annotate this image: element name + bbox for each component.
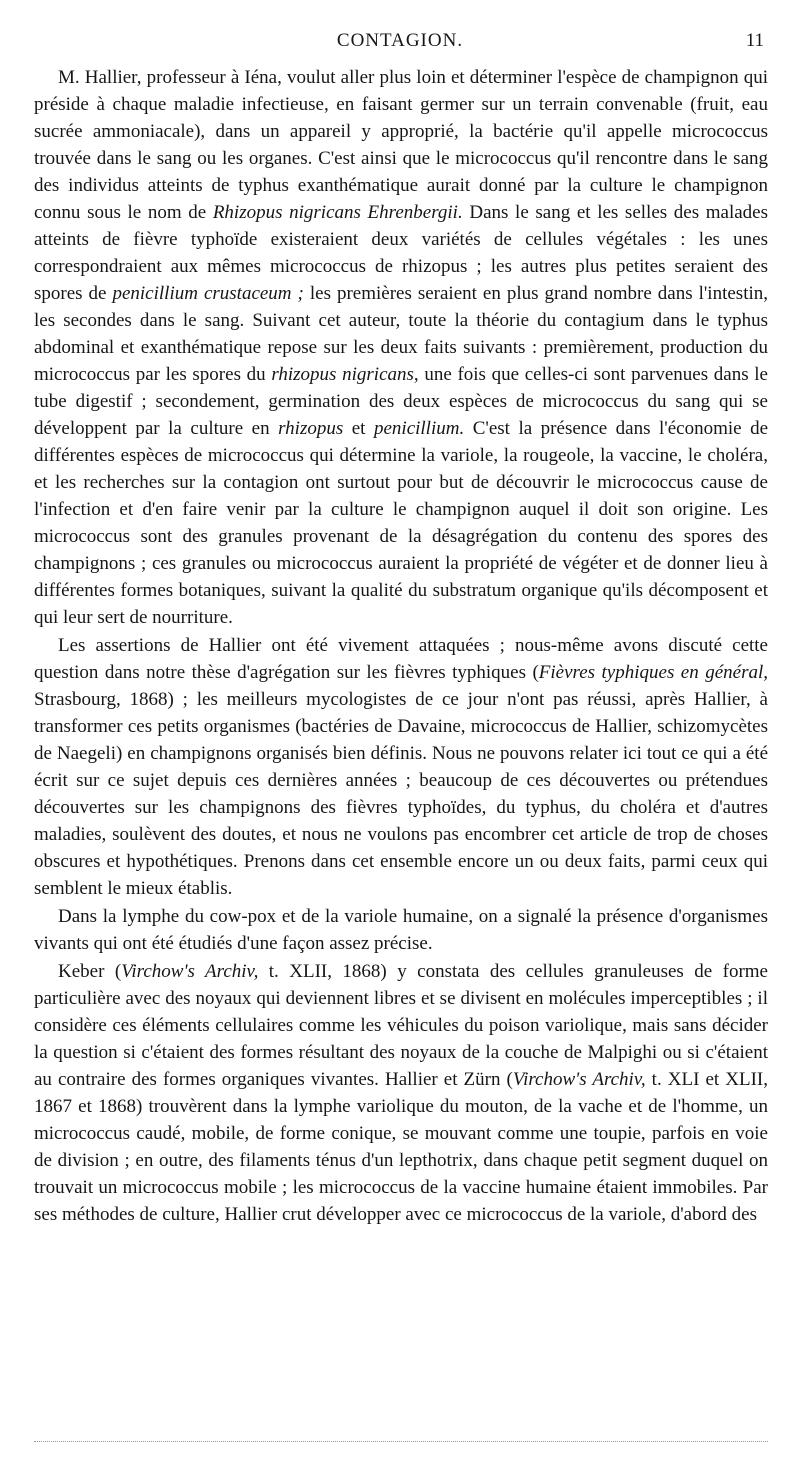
text-run: M. Hallier, professeur à Iéna, voulut aller plus loin et déterminer l'espèce de champignon qui préside à chaque maladie infectieuse, en faisant germer sur un terrain convenable (fruit, eau sucrée ammoniacale), dans un appareil y approprié, la bactérie qu'il appelle micrococcus trouvée dans le sang ou les organes. C'est ainsi que le micrococcus qu'il rencontre dans le sang des individus atteints de typhus exanthématique aurait donné par la culture le champignon connu sous le nom de bbox=[34, 67, 768, 223]
paragraph bbox=[34, 903, 768, 957]
text-run: Dans le sang et les selles des malades atteints de fièvre typhoïde existeraient deux variétés de cellules végétales : les unes correspondraient aux mêmes micrococcus de rhizopus ; les autres plus petites seraient des spores de bbox=[34, 202, 768, 304]
italic-text: rhizopus nigricans bbox=[271, 364, 414, 385]
text-run: Strasbourg, 1868) ; les meilleurs mycologistes de ce jour n'ont pas réussi, après Hallier, à transformer ces petits organismes (bactéries de Davaine, micrococcus de Hallier, schizomycètes de Naegeli) en champignons organisés bien définis. Nous ne pouvons relater ici tout ce qui a été écrit sur ce sujet depuis ces dernières années ; beaucoup de ces découvertes ou prétendues découvertes sur les champignons des fièvres typhoïdes, du typhus, du choléra et d'autres maladies, soulèvent des doutes, et nous ne voulons pas encombrer cet article de trop de choses obscures et hypothétiques. Prenons dans cet ensemble encore un ou deux faits, parmi ceux qui semblent le mieux établis. bbox=[34, 689, 768, 899]
italic-text: rhizopus bbox=[278, 418, 344, 439]
italic-text: Rhizopus nigricans Ehrenbergii. bbox=[212, 202, 463, 223]
italic-text: Virchow's Archiv, bbox=[121, 961, 259, 982]
body-text bbox=[34, 64, 768, 1228]
text-run: et bbox=[343, 418, 374, 439]
paragraph bbox=[34, 64, 768, 631]
paragraph bbox=[34, 632, 768, 902]
page-number: 11 bbox=[745, 30, 764, 51]
italic-text: penicillium. bbox=[373, 418, 465, 439]
italic-text: penicillium crustaceum ; bbox=[112, 283, 304, 304]
text-run: Keber ( bbox=[58, 961, 122, 982]
footer-rule bbox=[34, 1441, 768, 1442]
paragraph bbox=[34, 958, 768, 1228]
text-run: t. XLI et XLII, 1867 et 1868) trouvèrent dans la lymphe variolique du mouton, de la vache et de l'homme, un micrococcus caudé, mobile, de forme conique, se mouvant comme une toupie, parfois en voie de division ; en outre, des filaments ténus d'un lepthotrix, dans chaque petit segment duquel on trouvait un micrococcus mobile ; les micrococcus de la vaccine humaine étaient immobiles. Par ses méthodes de culture, Hallier crut développer avec ce micrococcus de la variole, d'abord des bbox=[34, 1069, 768, 1225]
text-run: , une fois que celles-ci sont parvenues dans le tube digestif ; secondement, germination des deux espèces de micrococcus du sang qui se développent par la culture en bbox=[34, 364, 768, 439]
text-run: Dans la lymphe du cow-pox et de la variole humaine, on a signalé la présence d'organismes vivants qui ont été étudiés d'une façon assez précise. bbox=[34, 906, 768, 954]
text-run: C'est la présence dans l'économie de différentes espèces de micrococcus qui détermine la variole, la rougeole, la vaccine, le choléra, et les recherches sur la contagion ont surtout pour but de découvrir le micrococcus cause de l'infection et d'en faire venir par la culture le champignon auquel il doit son origine. Les micrococcus sont des granules provenant de la désagrégation du contenu des spores des champignons ; ces granules ou micrococcus auraient la propriété de végéter et de donner lieu à différentes formes botaniques, suivant la qualité du substratum organique qu'ils décomposent et qui leur sert de nourriture. bbox=[34, 418, 769, 628]
italic-text: Fièvres typhiques en général, bbox=[538, 662, 768, 683]
text-run: t. XLII, 1868) y constata des cellules granuleuses de forme particulière avec des noyaux qui deviennent libres et se divisent en molécules imperceptibles ; il considère ces éléments cellulaires comme les véhicules du poison variolique, mais sans décider la question si c'étaient des formes résultant des noyaux de la couche de Malpighi ou si c'étaient au contraire des formes organiques vivantes. Hallier et Zürn ( bbox=[34, 961, 768, 1090]
text-run: les premières seraient en plus grand nombre dans l'intestin, les secondes dans le sang. Suivant cet auteur, toute la théorie du contagium dans le typhus abdominal et exanthématique repose sur les deux faits suivants : premièrement, production du micrococcus par les spores du bbox=[34, 283, 768, 385]
text-run: Les assertions de Hallier ont été vivement attaquées ; nous-même avons discuté cette question dans notre thèse d'agrégation sur les fièvres typhiques ( bbox=[34, 635, 768, 683]
running-title: CONTAGION. bbox=[336, 30, 464, 51]
italic-text: Virchow's Archiv, bbox=[512, 1069, 646, 1090]
